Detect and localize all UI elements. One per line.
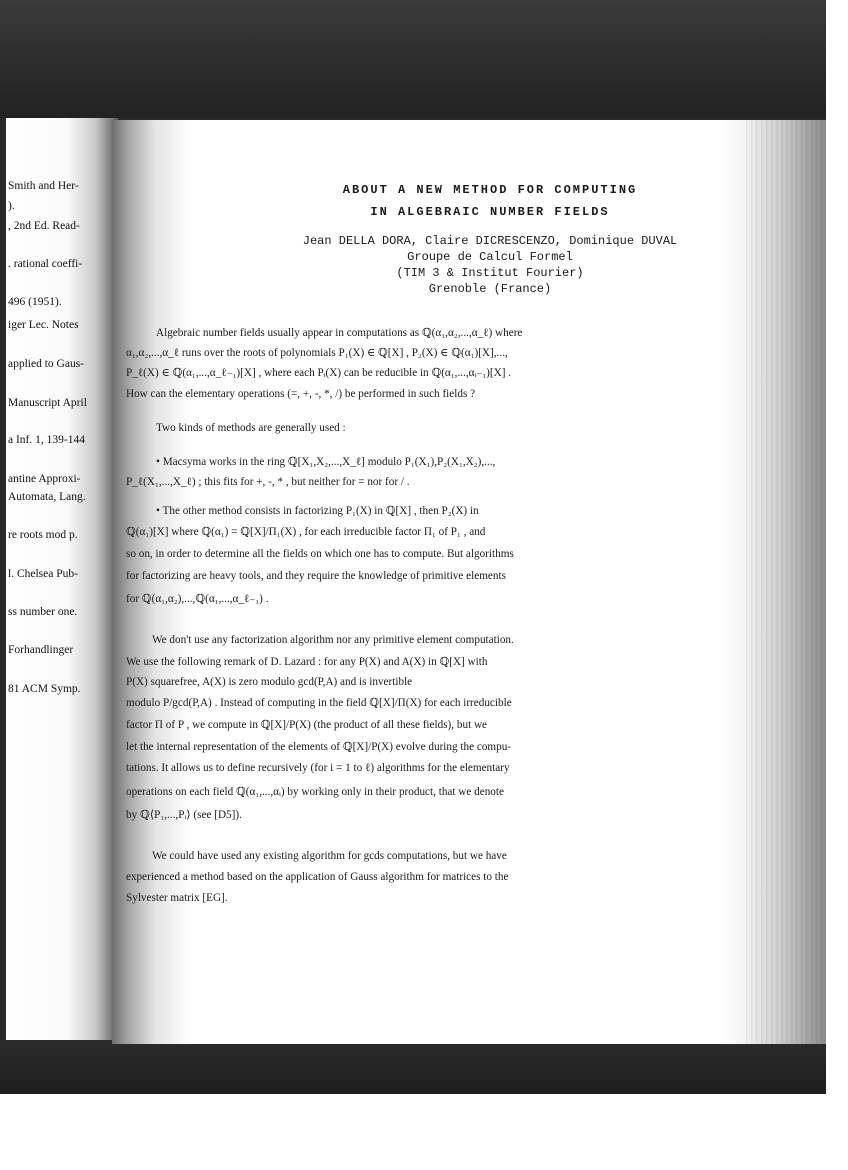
left-page-line: iger Lec. Notes bbox=[8, 319, 79, 331]
body-line: We could have used any existing algorithm for gcds computations, but we have bbox=[152, 850, 507, 862]
left-page-line: 81 ACM Symp. bbox=[8, 683, 81, 695]
paper-authors: Jean DELLA DORA, Claire DICRESCENZO, Dominique DUVAL bbox=[302, 234, 678, 248]
paper-affiliation-line: Groupe de Calcul Formel bbox=[407, 250, 573, 264]
body-line: How can the elementary operations (=, +, -, *, /) be performed in such fields ? bbox=[126, 388, 476, 400]
paper-title-line: IN ALGEBRAIC NUMBER FIELDS bbox=[370, 205, 610, 219]
paper-affiliation-line: (TIM 3 & Institut Fourier) bbox=[396, 266, 584, 280]
body-line: P_ℓ(X₁,...,X_ℓ) ; this fits for +, -, * , but neither for = nor for / . bbox=[126, 476, 410, 488]
body-line: • The other method consists in factorizing P₁(X) in ℚ[X] , then P₂(X) in bbox=[156, 505, 479, 517]
body-line: factor Π of P , we compute in ℚ[X]/P(X) (the product of all these fields), but we bbox=[126, 719, 488, 731]
left-page bbox=[6, 118, 118, 1040]
scan-top-shadow bbox=[0, 0, 826, 118]
left-page-line: l. Chelsea Pub- bbox=[8, 568, 78, 580]
left-page-line: Automata, Lang. bbox=[8, 491, 86, 503]
left-page-line: ). bbox=[8, 200, 15, 212]
left-page-line: re roots mod p. bbox=[8, 529, 78, 541]
body-line: Algebraic number fields usually appear in computations as ℚ(α₁,α₂,...,α_ℓ) where bbox=[156, 327, 523, 339]
body-line: We use the following remark of D. Lazard : for any P(X) and A(X) in ℚ[X] with bbox=[126, 656, 488, 668]
left-page-line: 496 (1951). bbox=[8, 296, 62, 308]
left-page-line: antine Approxi- bbox=[8, 473, 81, 485]
body-line: tations. It allows us to define recursively (for i = 1 to ℓ) algorithms for the elementary bbox=[126, 762, 510, 774]
left-page-line: Forhandlinger bbox=[8, 644, 74, 656]
body-line: P(X) squarefree, A(X) is zero modulo gcd(P,A) and is invertible bbox=[126, 676, 413, 688]
paper-title-line: ABOUT A NEW METHOD FOR COMPUTING bbox=[342, 183, 638, 197]
left-page-line: Manuscript April bbox=[8, 397, 87, 409]
body-line: so on, in order to determine all the fields on which one has to compute. But algorithms bbox=[126, 548, 514, 560]
body-line: let the internal representation of the elements of ℚ[X]/P(X) evolve during the compu- bbox=[126, 741, 512, 753]
left-page-line: , 2nd Ed. Read- bbox=[8, 220, 80, 232]
body-line: α₁,α₂,...,α_ℓ runs over the roots of polynomials P₁(X) ∈ ℚ[X] , P₂(X) ∈ ℚ(α₁)[X],..., bbox=[126, 347, 508, 359]
body-line: for ℚ(α₁,α₂),...,ℚ(α₁,...,α_ℓ₋₁) . bbox=[126, 593, 269, 605]
left-page-line: Smith and Her- bbox=[8, 180, 79, 192]
body-line: Sylvester matrix [EG]. bbox=[126, 892, 228, 904]
body-line: operations on each field ℚ(α₁,...,αᵢ) by working only in their product, that we denote bbox=[126, 786, 504, 798]
left-page-line: a Inf. 1, 139-144 bbox=[8, 434, 85, 446]
body-line: • Macsyma works in the ring ℚ[X₁,X₂,...,X_ℓ] modulo P₁(X₁),P₂(X₁,X₂),..., bbox=[156, 456, 496, 468]
body-line: experienced a method based on the application of Gauss algorithm for matrices to the bbox=[126, 871, 509, 883]
body-line: Two kinds of methods are generally used : bbox=[156, 422, 346, 434]
body-line: for factorizing are heavy tools, and they require the knowledge of primitive elements bbox=[126, 570, 506, 582]
body-line: ℚ(α₁)[X] where ℚ(α₁) = ℚ[X]/Π₁(X) , for each irreducible factor Π₁ of P₁ , and bbox=[126, 526, 486, 538]
body-line: We don't use any factorization algorithm nor any primitive element computation. bbox=[152, 634, 514, 646]
left-page-line: . rational coeffi- bbox=[8, 258, 83, 270]
body-line: by ℚ⟨P₁,...,Pᵢ⟩ (see [D5]). bbox=[126, 809, 242, 821]
body-line: modulo P/gcd(P,A) . Instead of computing in the field ℚ[X]/Π(X) for each irreducible bbox=[126, 697, 512, 709]
scan-bottom-shadow bbox=[0, 1040, 826, 1094]
paper-affiliation-line: Grenoble (France) bbox=[428, 282, 552, 296]
left-page-line: applied to Gaus- bbox=[8, 358, 85, 370]
body-line: P_ℓ(X) ∈ ℚ(α₁,...,α_ℓ₋₁)[X] , where each Pᵢ(X) can be reducible in ℚ(α₁,...,αᵢ₋₁)[X] . bbox=[126, 367, 512, 379]
right-page bbox=[112, 120, 826, 1044]
left-page-line: ss number one. bbox=[8, 606, 78, 618]
